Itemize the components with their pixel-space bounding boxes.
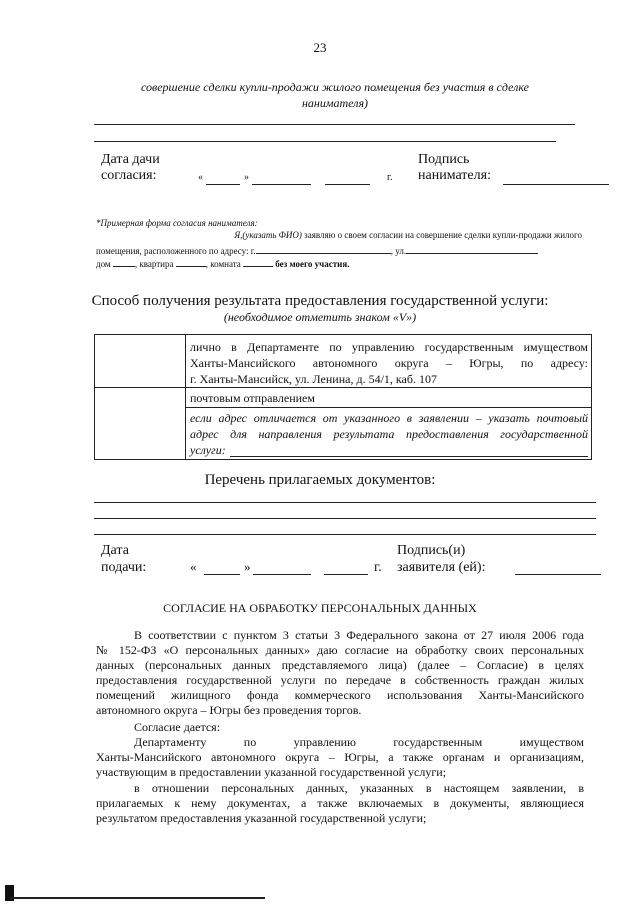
submission-month-field[interactable]: [253, 574, 311, 575]
pd-p1-line-2: № 152-ФЗ «О персональных данных» даю согласие на обработку своих персональных: [96, 643, 584, 657]
documents-line-1[interactable]: [94, 502, 596, 503]
method-option-1-checkbox[interactable]: [94, 334, 186, 388]
personal-data-paragraph-4: [96, 781, 584, 826]
consent-signature-field[interactable]: [503, 184, 609, 185]
submission-signature-label-2: заявителя (ей):: [397, 560, 486, 575]
documents-line-2[interactable]: [94, 518, 596, 519]
consent-date-label-2: согласия:: [101, 168, 157, 183]
consent-signature-label-2: нанимателя:: [418, 168, 491, 183]
sample-form-apartment-label: , квартира: [134, 259, 174, 269]
scan-edge-line: [10, 897, 265, 899]
method-option-2-address-field[interactable]: [230, 456, 588, 457]
documents-line-3[interactable]: [94, 534, 596, 535]
method-option-2-checkbox[interactable]: [94, 387, 186, 460]
sample-form-fio: Я,(указать ФИО): [234, 230, 302, 240]
pd-p1-line-1: В соответствии с пунктом 3 статьи 3 Федерального закона от 27 июля 2006 года: [134, 628, 584, 642]
submission-signature-label-1: Подпись(и): [397, 543, 466, 558]
documents-heading: Перечень прилагаемых документов:: [204, 472, 436, 488]
submission-quote-open: «: [190, 559, 197, 574]
method-option-2-line-2: адрес для направления результата предоставления государственной: [190, 427, 588, 441]
sample-form-title: *Примерная форма согласия нанимателя:: [96, 218, 258, 228]
pd-p4-line-2: прилагаемых к нему документах, а также включаемых в документы, являющиеся: [96, 796, 584, 810]
submission-date-label-1: Дата: [101, 543, 129, 558]
consent-quote-open: «: [198, 172, 203, 183]
consent-day-field[interactable]: [206, 184, 240, 185]
pd-p3-line-3: участвующим в предоставлении указанной государственной услуги;: [96, 765, 447, 779]
submission-quote-close: »: [244, 559, 251, 574]
sample-form-line-2: [96, 243, 538, 256]
page-number: 23: [313, 40, 327, 55]
submission-year-suffix: г.: [374, 560, 382, 575]
header-line-2: нанимателя): [301, 96, 369, 110]
sample-form-address-label: помещения, расположенного по адресу: г.: [96, 246, 256, 256]
pd-p3-line-1: Департаменту по управлению государственным имуществом: [134, 735, 584, 749]
submission-day-field[interactable]: [204, 574, 240, 575]
consent-month-field[interactable]: [252, 184, 311, 185]
consent-signature-label-1: Подпись: [418, 152, 470, 167]
pd-p3-line-2: Ханты-Мансийского автономного округа – Югры, а также органам и организациям,: [96, 750, 584, 764]
method-option-2-divider: [186, 407, 591, 408]
sample-form-line-3: [96, 256, 349, 269]
pd-p4-line-1: в отношении персональных данных, указанных в настоящем заявлении, в: [134, 781, 584, 795]
sample-form-street-field[interactable]: [406, 243, 538, 254]
personal-data-paragraph-1: [96, 628, 584, 718]
method-option-2-line-1: если адрес отличается от указанного в заявлении – указать почтовый: [190, 411, 588, 425]
header-underline-1: [94, 124, 575, 125]
method-heading: Способ получения результата предоставления государственной услуги:: [91, 293, 549, 309]
method-option-1-line-3: г. Ханты-Мансийск, ул. Ленина, д. 54/1, каб. 107: [190, 372, 437, 386]
sample-form-line-1: [96, 230, 582, 240]
sample-form-room-field[interactable]: [243, 256, 273, 267]
method-option-1-line-2: Ханты-Мансийского автономного округа – Югры, по адресу:: [190, 356, 588, 370]
consent-year-field[interactable]: [325, 184, 370, 185]
method-option-2-line-3: услуги:: [190, 443, 226, 457]
sample-form-apartment-field[interactable]: [176, 256, 206, 267]
consent-quote-close: »: [244, 172, 249, 183]
personal-data-paragraph-3: [96, 735, 584, 780]
method-option-2-title: почтовым отправлением: [190, 391, 315, 405]
method-subheading: (необходимое отметить знаком «V»): [223, 310, 417, 324]
submission-date-label-2: подачи:: [101, 560, 147, 575]
personal-data-title: СОГЛАСИЕ НА ОБРАБОТКУ ПЕРСОНАЛЬНЫХ ДАННЫХ: [163, 601, 477, 615]
header-underline-2: [94, 141, 556, 142]
pd-p4-line-3: результатом предоставления указанной государственной услуги;: [96, 811, 427, 825]
consent-date-label-1: Дата дачи: [101, 152, 160, 167]
pd-p1-line-4: предоставления государственной услуги по передаче в собственность граждан жилых: [96, 673, 584, 687]
header-line-1: совершение сделки купли-продажи жилого помещения без участия в сделке: [140, 80, 529, 94]
sample-form-house-field[interactable]: [113, 256, 135, 267]
sample-form-house-label: дом: [96, 259, 111, 269]
sample-form-line-1-text: заявляю о своем согласии на совершение сделки купли-продажи жилого: [304, 230, 582, 240]
sample-form-city-field[interactable]: [256, 243, 391, 254]
personal-data-paragraph-2: Согласие дается:: [134, 720, 221, 734]
pd-p1-line-6: автономного округа – Югры без проведения торгов.: [96, 703, 362, 717]
method-option-1-line-1: лично в Департаменте по управлению государственным имуществом: [190, 340, 588, 354]
submission-year-field[interactable]: [324, 574, 368, 575]
pd-p1-line-3: данных (персональных данных представляемого лица) (далее – Согласие) в целях: [96, 658, 584, 672]
sample-form-without-participation: без моего участия.: [275, 259, 350, 269]
pd-p1-line-5: помещений жилищного фонда коммерческого использования Ханты-Мансийского: [96, 688, 584, 702]
sample-form-street-label: , ул.: [390, 246, 407, 256]
submission-signature-field[interactable]: [515, 574, 601, 575]
method-option-1-text: [190, 339, 588, 387]
consent-year-suffix: г.: [387, 172, 393, 183]
sample-form-room-label: , комната: [205, 259, 241, 269]
method-option-2-text: [190, 410, 588, 458]
